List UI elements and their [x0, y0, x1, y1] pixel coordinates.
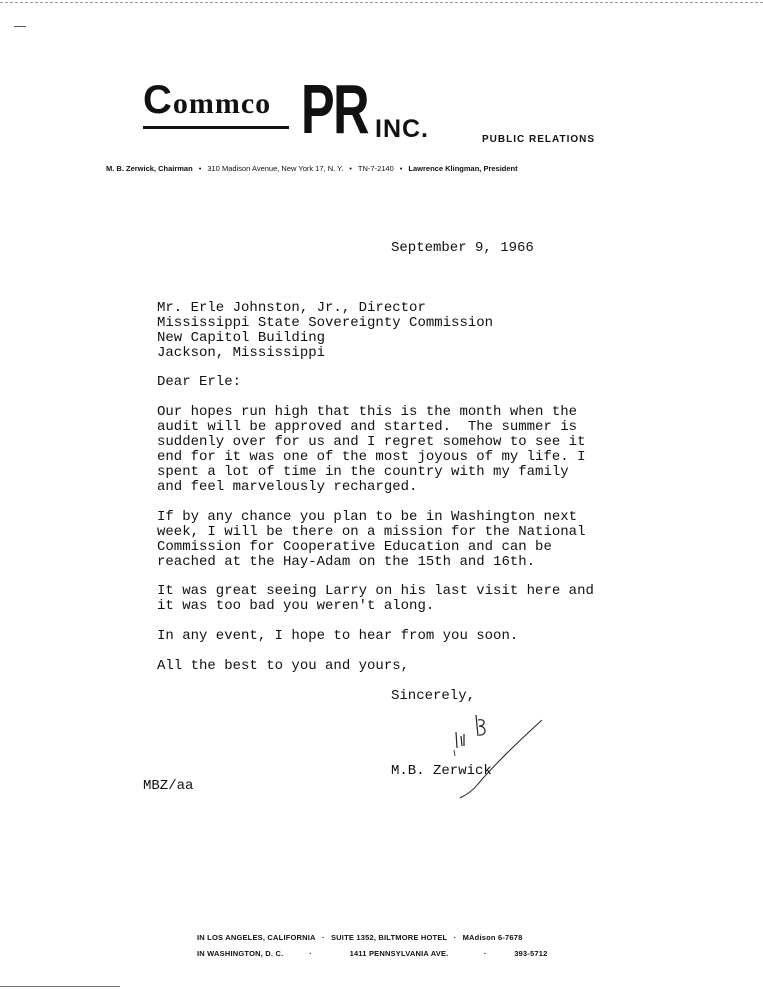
office-address: 310 Madison Avenue, New York 17, N. Y.: [207, 164, 344, 173]
paragraph-line: end for it was one of the most joyous of my life. I: [157, 449, 586, 465]
company-pr-logo: PR: [301, 70, 369, 148]
closing: Sincerely,: [391, 688, 476, 704]
recipient-address: [157, 301, 493, 361]
scan-edge-dotted-line: [0, 2, 763, 3]
separator-dot: •: [399, 164, 403, 173]
separator-dot: ·: [483, 949, 487, 958]
scan-stray-mark: [14, 26, 26, 27]
signer-name: M.B. Zerwick: [391, 763, 492, 779]
logo-underline: [143, 126, 289, 129]
separator-dot: ·: [453, 933, 457, 942]
paragraph-line: week, I will be there on a mission for the National: [157, 524, 586, 540]
company-tagline: PUBLIC RELATIONS: [482, 134, 596, 145]
paragraph-2: [157, 510, 585, 570]
recipient-line: Mississippi State Sovereignty Commission: [157, 315, 494, 331]
company-inc-logo: INC.: [375, 115, 429, 143]
separator-dot: •: [198, 164, 202, 173]
footer-washington: [197, 949, 547, 958]
paragraph-3: [157, 584, 594, 614]
paragraph-line: Our hopes run high that this is the month when the: [157, 404, 578, 420]
recipient-line: Mr. Erle Johnston, Jr., Director: [157, 300, 426, 316]
footer-city: IN WASHINGTON, D. C.: [197, 949, 284, 958]
typist-initials: MBZ/aa: [143, 778, 194, 794]
recipient-line: Jackson, Mississippi: [157, 345, 326, 361]
paragraph-line: spent a lot of time in the country with my family: [157, 464, 569, 480]
footer-phone: 393-5712: [514, 949, 548, 958]
chairman-name: M. B. Zerwick, Chairman: [106, 164, 193, 173]
salutation: Dear Erle:: [157, 374, 242, 390]
footer-address: 1411 PENNSYLVANIA AVE.: [349, 949, 449, 958]
office-phone: TN-7-2140: [357, 164, 394, 173]
paragraph-line: If by any chance you plan to be in Washington next: [157, 509, 578, 525]
paragraph-line: It was great seeing Larry on his last visit here and: [157, 583, 594, 599]
handwritten-signature: [440, 712, 550, 802]
paragraph-5: All the best to you and yours,: [157, 658, 410, 674]
paragraph-line: suddenly over for us and I regret somehow to see it: [157, 434, 586, 450]
letter-date: September 9, 1966: [391, 240, 534, 256]
scan-bottom-edge: [0, 986, 120, 987]
company-name-rest: ommco: [172, 87, 272, 120]
separator-dot: ·: [321, 933, 325, 942]
paragraph-line: reached at the Hay-Adam on the 15th and 16th.: [157, 554, 536, 570]
paragraph-line: and feel marvelously recharged.: [157, 479, 418, 495]
paragraph-line: audit will be approved and started. The summer is: [157, 419, 578, 435]
president-name: Lawrence Klingman, President: [408, 164, 518, 173]
footer-city: IN LOS ANGELES, CALIFORNIA: [197, 933, 316, 942]
letterhead-info-line: [106, 164, 666, 173]
company-name-logo: [143, 80, 271, 120]
footer-phone: MAdison 6-7678: [462, 933, 523, 942]
separator-dot: ·: [309, 949, 312, 958]
footer-address: SUITE 1352, BILTMORE HOTEL: [330, 933, 448, 942]
footer-los-angeles: [197, 933, 523, 942]
paragraph-4: In any event, I hope to hear from you soon.: [157, 628, 519, 644]
paragraph-1: [157, 405, 585, 495]
company-name-initial: C: [143, 78, 173, 122]
separator-dot: •: [349, 164, 352, 173]
paragraph-line: it was too bad you weren't along.: [157, 598, 435, 614]
recipient-line: New Capitol Building: [157, 330, 326, 346]
paragraph-line: Commission for Cooperative Education and can be: [157, 539, 552, 555]
